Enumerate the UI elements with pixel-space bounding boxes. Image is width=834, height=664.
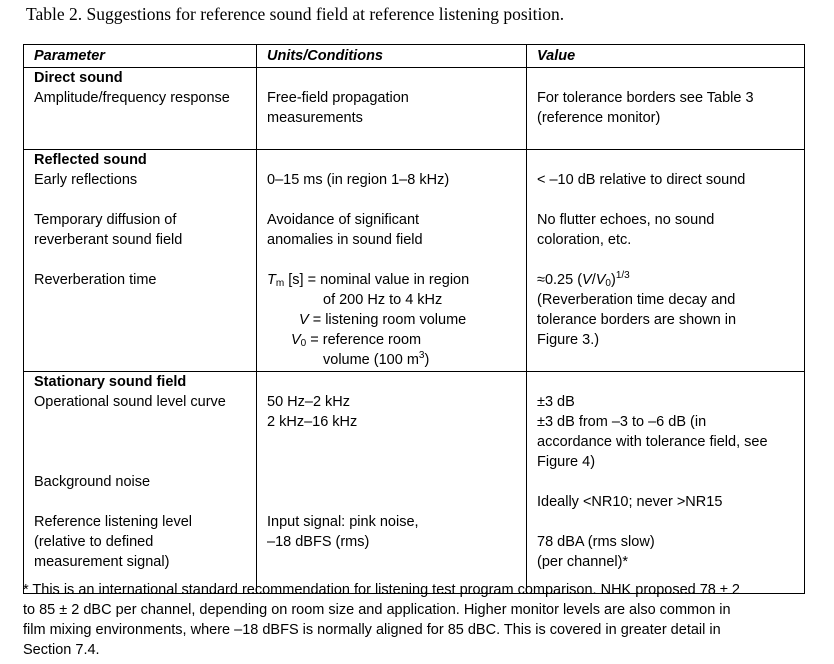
reflected-units-3d: $V_0$ = reference room bbox=[291, 332, 422, 349]
stationary-units-3b: –18 dBFS (rms) bbox=[267, 534, 370, 550]
reflected-units-2a: Avoidance of significant bbox=[267, 212, 420, 228]
reflected-units-3a: $T_m$ [s] = nominal value in region bbox=[267, 272, 470, 289]
header-row bbox=[24, 45, 805, 68]
reflected-value-3b: (Reverberation time decay and bbox=[537, 292, 736, 308]
reflected-value-cell bbox=[527, 150, 805, 372]
reflected-param-2b: reverberant sound field bbox=[34, 232, 183, 248]
stationary-parameter-cell bbox=[24, 372, 257, 594]
stationary-value-1c: accordance with tolerance field, see bbox=[537, 434, 768, 450]
stationary-value-2: Ideally <NR10; never >NR15 bbox=[537, 494, 723, 510]
reflected-units-3e: volume (100 $m^3$) bbox=[323, 350, 430, 368]
stationary-units-1a: 50 Hz–2 kHz bbox=[267, 394, 351, 410]
direct-value-1b: (reference monitor) bbox=[537, 110, 661, 126]
stationary-param-1: Operational sound level curve bbox=[34, 394, 226, 410]
stationary-value-3a: 78 dBA (rms slow) bbox=[537, 534, 655, 550]
reflected-units-3b: of 200 Hz to 4 kHz bbox=[323, 292, 443, 308]
reflected-param-2a: Temporary diffusion of bbox=[34, 212, 177, 228]
reflected-value-2b: coloration, etc. bbox=[537, 232, 632, 248]
stationary-value-1d: Figure 4) bbox=[537, 454, 596, 470]
header-parameter: Parameter bbox=[24, 45, 257, 68]
reflected-sound-section bbox=[24, 150, 805, 372]
direct-sound-title: Direct sound bbox=[34, 70, 123, 86]
header-units: Units/Conditions bbox=[257, 45, 527, 68]
reflected-value-2a: No flutter echoes, no sound bbox=[537, 212, 715, 228]
reference-sound-field-table bbox=[23, 44, 805, 594]
stationary-units-3a: Input signal: pink noise, bbox=[267, 514, 419, 530]
direct-units-1a: Free-field propagation bbox=[267, 90, 409, 106]
direct-value-1a: For tolerance borders see Table 3 bbox=[537, 90, 754, 106]
stationary-value-1a: ±3 dB bbox=[537, 394, 575, 410]
reflected-value-3c: tolerance borders are shown in bbox=[537, 312, 737, 328]
stationary-param-2: Background noise bbox=[34, 474, 151, 490]
stationary-param-3a: Reference listening level bbox=[34, 514, 192, 530]
stationary-sound-title: Stationary sound field bbox=[34, 374, 187, 390]
reflected-parameter-cell bbox=[24, 150, 257, 372]
direct-sound-section bbox=[24, 68, 805, 150]
direct-parameter-cell bbox=[24, 68, 257, 150]
direct-value-cell bbox=[527, 68, 805, 150]
reflected-units-cell bbox=[257, 150, 527, 372]
reflected-param-3: Reverberation time bbox=[34, 272, 157, 288]
reflected-units-3c: V = listening room volume bbox=[299, 312, 467, 328]
stationary-value-3b: (per channel)* bbox=[537, 554, 629, 570]
stationary-param-3b: (relative to defined bbox=[34, 534, 154, 550]
reflected-value-3d: Figure 3.) bbox=[537, 332, 600, 348]
header-value: Value bbox=[527, 45, 805, 68]
direct-units-cell bbox=[257, 68, 527, 150]
reflected-value-3a: ≈0.25 $(V/V_0)^{1/3}$ bbox=[537, 270, 630, 289]
stationary-param-3c: measurement signal) bbox=[34, 554, 170, 570]
stationary-value-1b: ±3 dB from –3 to –6 dB (in bbox=[537, 414, 707, 430]
stationary-units-1b: 2 kHz–16 kHz bbox=[267, 414, 358, 430]
reflected-param-1: Early reflections bbox=[34, 172, 138, 188]
stationary-value-cell bbox=[527, 372, 805, 594]
reflected-value-1: < –10 dB relative to direct sound bbox=[537, 172, 746, 188]
stationary-sound-section bbox=[24, 372, 805, 594]
table-footnote bbox=[23, 580, 813, 660]
reflected-units-1: 0–15 ms (in region 1–8 kHz) bbox=[267, 172, 450, 188]
footnote-line-3: film mixing environments, where –18 dBFS is normally aligned for 85 dBC. This is covered in greater detail in bbox=[23, 622, 721, 638]
reflected-sound-title: Reflected sound bbox=[34, 152, 147, 168]
reflected-units-2b: anomalies in sound field bbox=[267, 232, 423, 248]
direct-param-1: Amplitude/frequency response bbox=[34, 90, 230, 106]
footnote-line-1: * This is an international standard recommendation for listening test program comparison. NHK proposed 78 ± 2 bbox=[23, 582, 740, 598]
table-caption: Table 2. Suggestions for reference sound field at reference listening position. bbox=[26, 4, 565, 24]
footnote-line-2: to 85 ± 2 dBC per channel, depending on room size and application. Higher monitor levels are also common in bbox=[23, 602, 731, 618]
direct-units-1b: measurements bbox=[267, 110, 363, 126]
stationary-units-cell bbox=[257, 372, 527, 594]
footnote-line-4: Section 7.4. bbox=[23, 642, 100, 658]
